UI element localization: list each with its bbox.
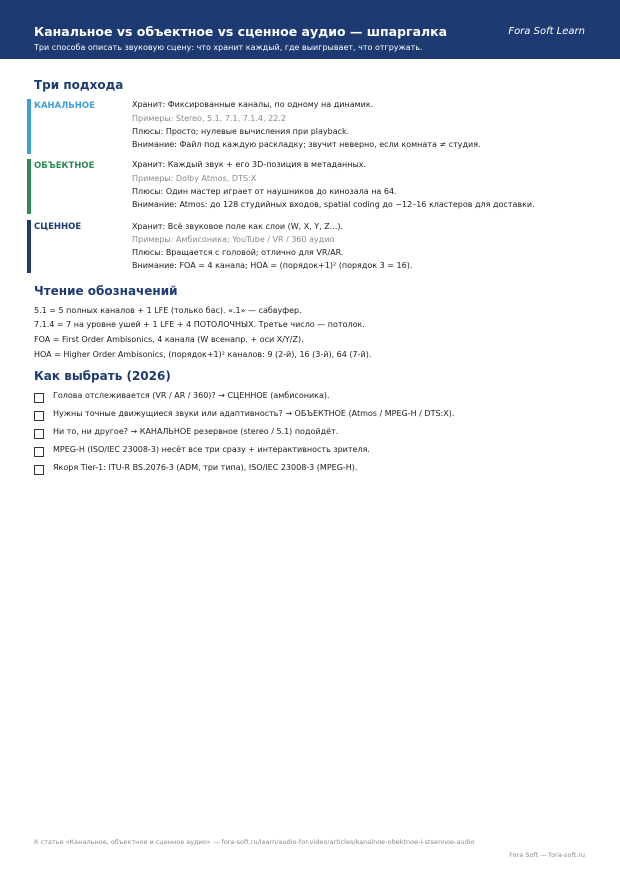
approach-pros: Плюсы: Вращается с головой; отлично для VR/AR. [132,248,344,257]
approach-warning: Внимание: Файл под каждую раскладку; звучит неверно, если комната ≠ студия. [132,140,481,149]
approach-pros: Плюсы: Один мастер играет от наушников до кинозала на 64. [132,187,397,196]
notation-line: HOA = Higher Order Ambisonics, (порядок+1)² каналов: 9 (2-й), 16 (3-й), 64 (7-й). [34,350,372,359]
checklist-text: Якоря Tier-1: ITU-R BS.2076-3 (ADM, три типа), ISO/IEC 23008-3 (MPEG-H). [53,463,358,472]
approach-warning: Внимание: FOA = 4 канала; HOA = (порядок+1)² (порядок 3 = 16). [132,261,413,270]
approach-examples: Примеры: Dolby Atmos, DTS:X [132,174,257,183]
checklist-item [34,445,584,459]
approach-name: ОБЪЕКТНОЕ [34,161,95,171]
approach-channel [27,99,587,154]
approach-examples: Примеры: Stereo, 5.1, 7.1, 7.1.4, 22.2 [132,114,286,123]
notation-line: 5.1 = 5 полных каналов + 1 LFE (только бас). «.1» — сабвуфер. [34,306,302,315]
section-title-approaches: Три подхода [34,78,124,92]
notation-line: FOA = First Order Ambisonics, 4 канала (W всенапр. + оси X/Y/Z). [34,335,304,344]
brand-label: Fora Soft Learn [508,26,585,37]
checklist-text: MPEG-H (ISO/IEC 23008-3) несёт все три сразу + интерактивность зрителя. [53,445,370,454]
section-title-choose: Как выбрать (2026) [34,369,171,383]
page-subtitle: Три способа описать звуковую сцену: что хранит каждый, где выигрывает, что отгружать. [34,43,423,52]
approach-color-bar [27,99,31,154]
approach-stores: Хранит: Фиксированные каналы, по одному на динамик. [132,100,374,109]
approach-name: КАНАЛЬНОЕ [34,101,95,111]
footer-brand: Fora Soft — fora-soft.ru [509,851,585,859]
footer-source: К статье «Канальное, объектное и сценное аудио» — fora-soft.ru/learn/audio-for-video/articles/kanalnoe-obektnoe-i-stsennoe-audio [34,838,475,846]
checklist-text: Ни то, ни другое? → КАНАЛЬНОЕ резервное (stereo / 5.1) подойдёт. [53,427,339,436]
checklist-item [34,409,584,423]
approach-color-bar [27,220,31,273]
approach-stores: Хранит: Каждый звук + его 3D-позиция в метаданных. [132,160,367,169]
checkbox[interactable] [34,447,44,457]
approach-scene [27,220,587,273]
checklist-item [34,463,584,477]
notation-line: 7.1.4 = 7 на уровне ушей + 1 LFE + 4 ПОТОЛОЧНЫХ. Третье число — потолок. [34,320,365,329]
approach-object [27,159,587,214]
checklist-text: Нужны точные движущиеся звуки или адаптивность? → ОБЪЕКТНОЕ (Atmos / MPEG-H / DTS:X). [53,409,455,418]
approach-name: СЦЕННОЕ [34,222,82,232]
checklist-item [34,427,584,441]
checklist-text: Голова отслеживается (VR / AR / 360)? → СЦЕННОЕ (амбисоника). [53,391,330,400]
checkbox[interactable] [34,465,44,475]
checkbox[interactable] [34,429,44,439]
approach-stores: Хранит: Всё звуковое поле как слои (W, X, Y, Z...). [132,222,344,231]
approach-examples: Примеры: Амбисоника; YouTube / VR / 360 аудио [132,235,335,244]
approach-pros: Плюсы: Просто; нулевые вычисления при playback. [132,127,350,136]
section-title-notation: Чтение обозначений [34,284,178,298]
page-title: Канальное vs объектное vs сценное аудио — шпаргалка [34,24,448,39]
checklist-item [34,391,584,405]
header-banner [0,0,620,59]
checkbox[interactable] [34,411,44,421]
approach-color-bar [27,159,31,214]
approach-warning: Внимание: Atmos: до 128 студийных входов, spatial coding до ~12–16 кластеров для доставки. [132,200,535,209]
checkbox[interactable] [34,393,44,403]
